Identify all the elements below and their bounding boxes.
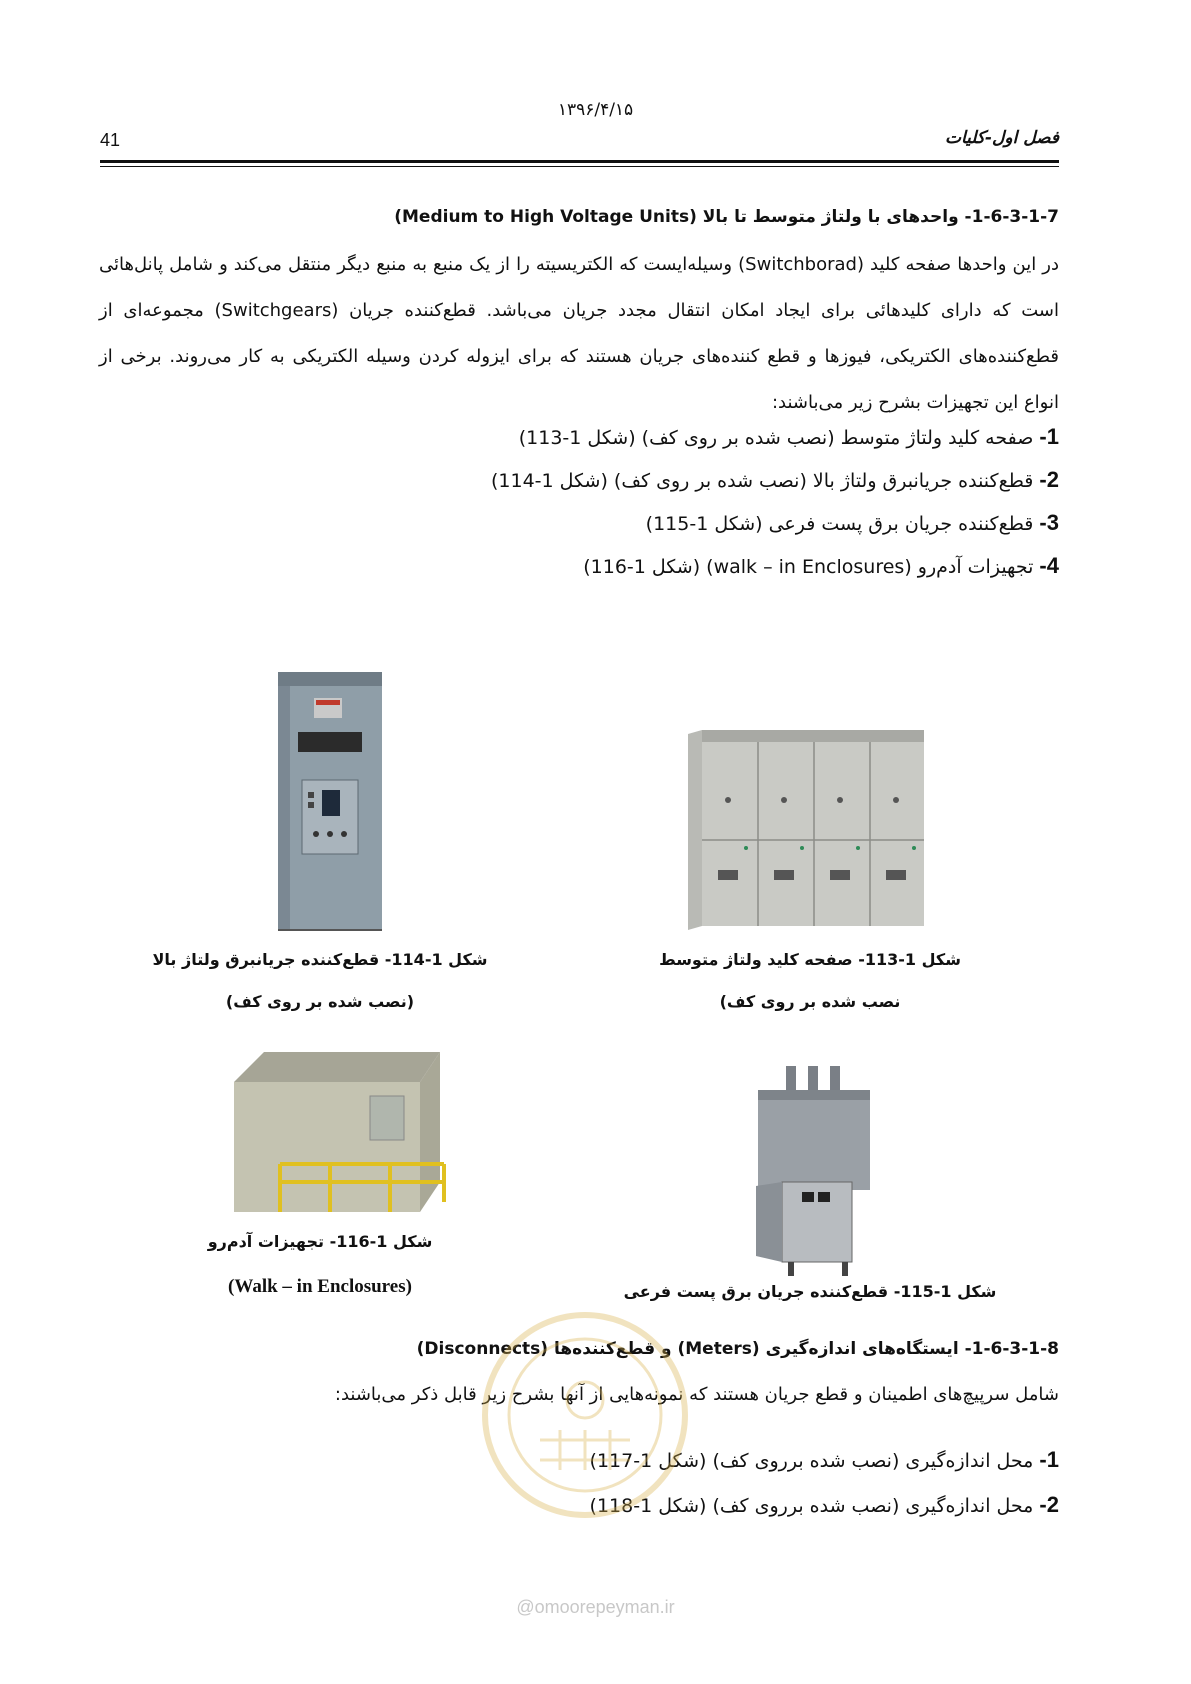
header-rule-thick: [100, 160, 1059, 163]
list-item-number: 2-: [1039, 467, 1059, 492]
list-item: [159, 467, 1059, 493]
section-heading-7: 1-6-3-1-7- واحدهای با ولتاژ متوسط تا بالا (Medium to High Voltage Units): [394, 207, 1059, 227]
page-number: 41: [100, 130, 121, 150]
list-item-text: محل اندازه‌گیری (نصب شده برروی کف) (شکل 1-117): [589, 1450, 1034, 1472]
section-paragraph-8: شامل سرپیچ‌های اطمینان و قطع جریان هستند که نمونه‌هایی از آنها بشرح زیر قابل ذکر می‌باشند:: [334, 1384, 1059, 1405]
figure-114-subcaption: (نصب شده بر روی کف): [225, 992, 415, 1011]
list-item-text: قطع‌کننده جریانبرق ولتاژ بالا (نصب شده بر روی کف) (شکل 1-114): [490, 470, 1034, 492]
figure-113-caption: شکل 1-113- صفحه کلید ولتاژ متوسط: [659, 950, 961, 969]
list-item-number: 1-: [1039, 1447, 1059, 1472]
figure-115-caption: شکل 1-115- قطع‌کننده جریان برق پست فرعی: [623, 1282, 997, 1301]
list-item-number: 2-: [1039, 1492, 1059, 1517]
section-heading-8: 1-6-3-1-8- ایستگاه‌های اندازه‌گیری (Meters) و قطع‌کننده‌ها (Disconnects): [416, 1339, 1059, 1359]
watermark-text: @omoorepeyman.ir: [516, 1597, 675, 1617]
list-item-text: قطع‌کننده جریان برق پست فرعی (شکل 1-115): [645, 513, 1034, 535]
figure-116-subcaption: (Walk – in Enclosures): [228, 1276, 412, 1297]
figure-115-image: [748, 1066, 878, 1276]
list-item: [159, 510, 1059, 536]
list-item-number: 1-: [1039, 424, 1059, 449]
header-rule-thin: [100, 166, 1059, 167]
figure-113-subcaption: نصب شده بر روی کف): [719, 992, 901, 1011]
list-item-number: 4-: [1039, 553, 1059, 578]
list-item-text: تجهیزات آدم‌رو (walk – in Enclosures) (شکل 1-116): [583, 556, 1034, 578]
watermark-seal-icon: [480, 1310, 690, 1520]
list-item-text: صفحه کلید ولتاژ متوسط (نصب شده بر روی کف) (شکل 1-113): [518, 427, 1034, 449]
chapter-title: فصل اول-کلیات: [944, 128, 1059, 148]
list-item-text: محل اندازه‌گیری (نصب شده برروی کف) (شکل 1-118): [589, 1495, 1034, 1517]
list-item: [159, 424, 1059, 450]
figure-116-caption: شکل 1-116- تجهیزات آدم‌رو: [207, 1232, 433, 1251]
figure-113-image: [688, 730, 938, 930]
section-paragraph-7: در این واحدها صفحه کلید (Switchborad) وسیله‌ایست که الکتریسیته را از یک منبع به منبع دیگر منتقل می‌کند و شامل پانل‌هائی است که دارای کلیدهائی برای ایجاد امکان انتقال مجدد جریان می‌باشد. قطع‌کننده جریان (Switchgears) مجموعه‌ای از قطع‌کننده‌های الکتریکی، فیوزها و قطع کننده‌های جریان هستند که برای ایزوله کردن وسیله الکتریکی به کار می‌روند. برخی از انواع این تجهیزات بشرح زیر می‌باشند:: [99, 254, 1059, 413]
page-date: ۱۳۹۶/۴/۱۵: [557, 100, 634, 120]
list-item-number: 3-: [1039, 510, 1059, 535]
figure-114-image: [270, 672, 390, 932]
figure-116-image: [220, 1052, 450, 1222]
list-item: [159, 553, 1059, 579]
figure-114-caption: شکل 1-114- قطع‌کننده جریانبرق ولتاژ بالا: [152, 950, 488, 969]
